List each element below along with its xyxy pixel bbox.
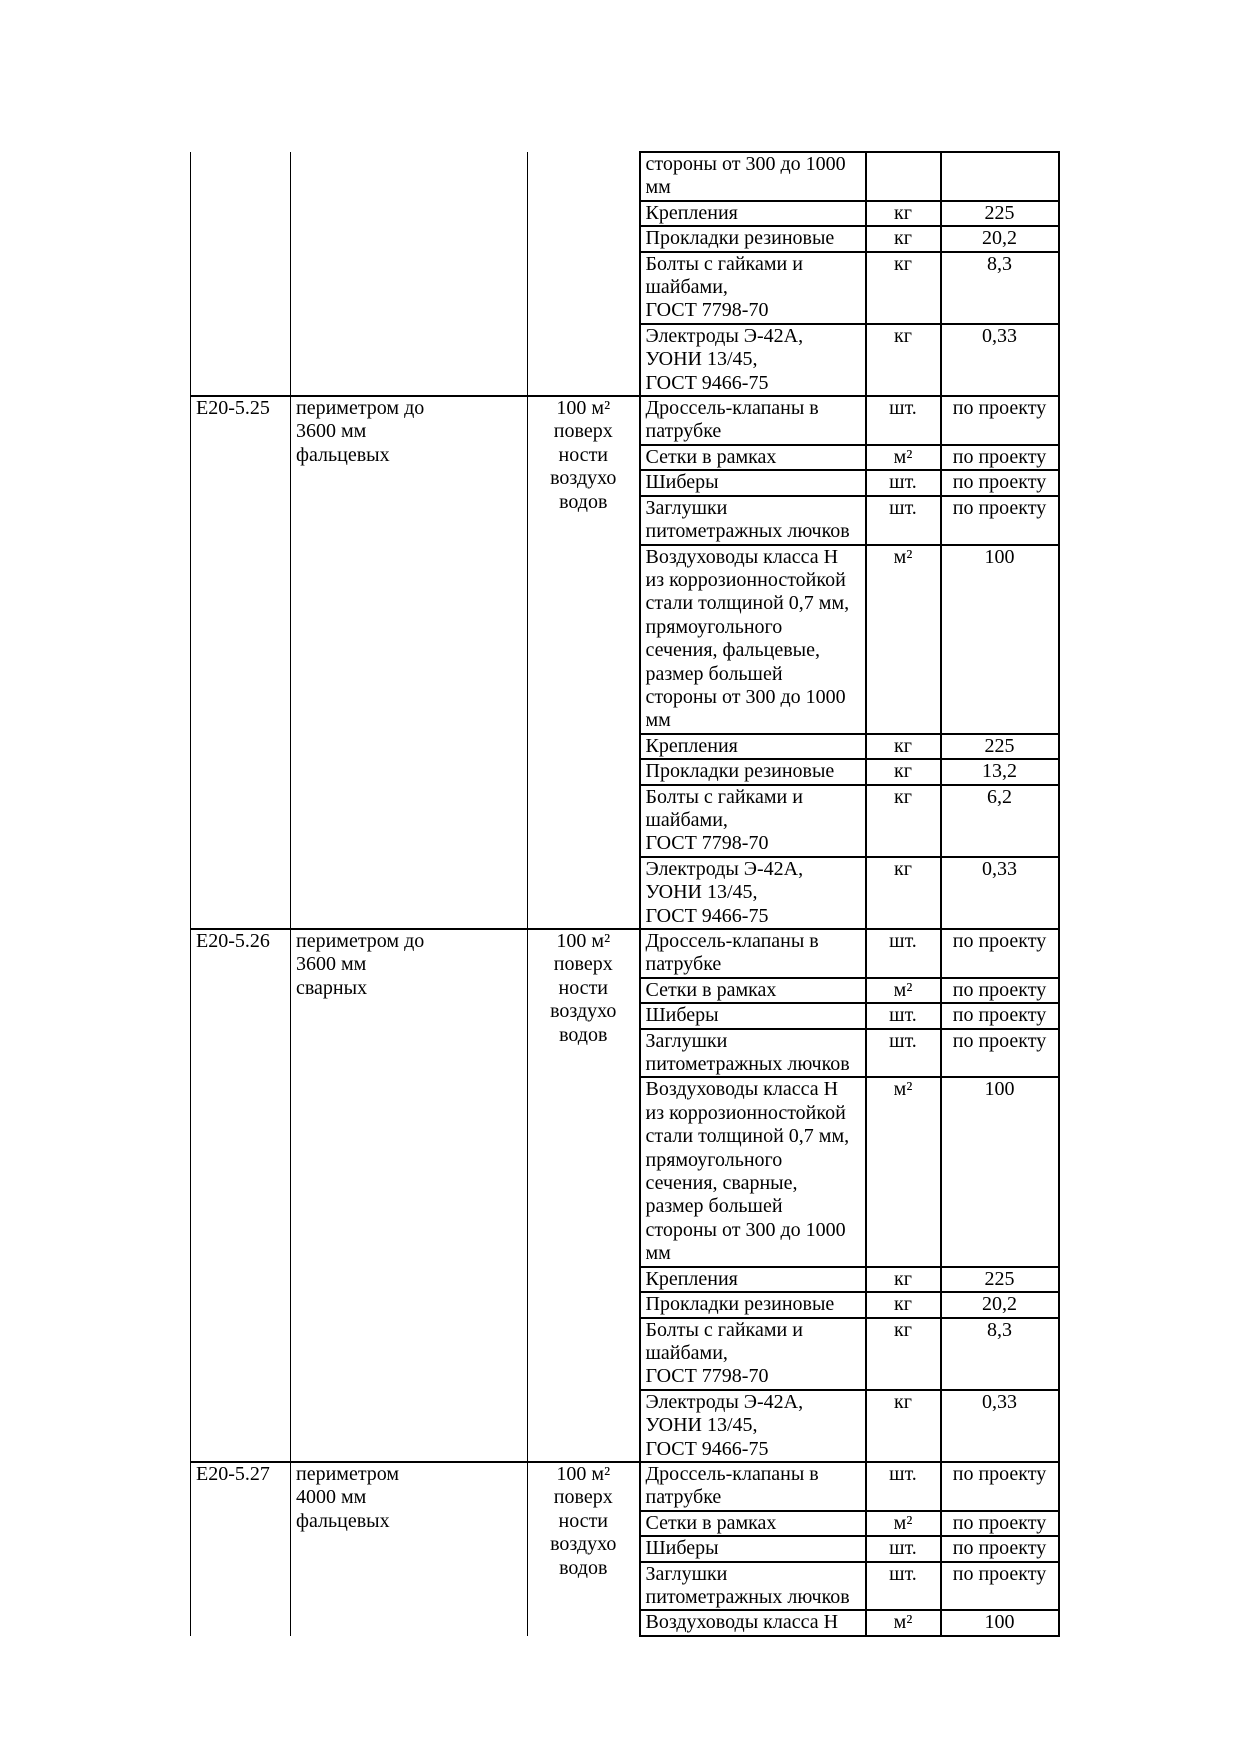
- resource-name-cell: Шиберы: [640, 1536, 866, 1561]
- resource-unit-cell: м²: [866, 445, 941, 470]
- resource-unit-cell: м²: [866, 978, 941, 1003]
- resource-unit-cell: кг: [866, 785, 941, 857]
- norm-code-cell: Е20-5.25: [191, 396, 291, 929]
- resource-quantity-cell: 0,33: [941, 857, 1059, 929]
- resource-quantity-cell: 13,2: [941, 759, 1059, 784]
- norm-unit-cell: 100 м² поверх ности воздухо водов: [528, 1462, 640, 1636]
- resource-name-cell: Крепления: [640, 734, 866, 759]
- table-row: [191, 396, 1059, 445]
- resource-quantity-cell: по проекту: [941, 470, 1059, 495]
- resource-quantity-cell: по проекту: [941, 1029, 1059, 1078]
- resource-quantity-cell: по проекту: [941, 396, 1059, 445]
- resource-quantity-cell: 20,2: [941, 1292, 1059, 1317]
- resource-quantity-cell: 8,3: [941, 252, 1059, 324]
- resource-quantity-cell: по проекту: [941, 1511, 1059, 1536]
- resource-name-cell: Электроды Э-42А, УОНИ 13/45, ГОСТ 9466-75: [640, 857, 866, 929]
- resource-unit-cell: кг: [866, 759, 941, 784]
- resource-unit-cell: кг: [866, 1318, 941, 1390]
- resource-quantity-cell: 100: [941, 1610, 1059, 1635]
- resource-name-cell: Крепления: [640, 201, 866, 226]
- resource-name-cell: Заглушки питометражных лючков: [640, 496, 866, 545]
- resource-name-cell: Болты с гайками и шайбами, ГОСТ 7798-70: [640, 785, 866, 857]
- resource-quantity-cell: по проекту: [941, 978, 1059, 1003]
- norm-description-cell: периметром до 3600 мм сварных: [291, 929, 528, 1462]
- resource-name-cell: Заглушки питометражных лючков: [640, 1562, 866, 1611]
- resource-quantity-cell: 0,33: [941, 324, 1059, 396]
- norm-description-cell: периметром 4000 мм фальцевых: [291, 1462, 528, 1636]
- resource-name-cell: Прокладки резиновые: [640, 1292, 866, 1317]
- resource-unit-cell: шт.: [866, 496, 941, 545]
- resource-unit-cell: шт.: [866, 929, 941, 978]
- table-row: [191, 152, 1059, 201]
- resource-unit-cell: шт.: [866, 1562, 941, 1611]
- resource-unit-cell: шт.: [866, 470, 941, 495]
- resource-name-cell: Электроды Э-42А, УОНИ 13/45, ГОСТ 9466-75: [640, 324, 866, 396]
- resource-quantity-cell: по проекту: [941, 1536, 1059, 1561]
- resource-name-cell: Воздуховоды класса Н из коррозионностойкой стали толщиной 0,7 мм, прямоугольного сечения, фальцевые, размер большей стороны от 300 до 1000 мм: [640, 545, 866, 734]
- norm-unit-cell: 100 м² поверх ности воздухо водов: [528, 396, 640, 929]
- resource-quantity-cell: 20,2: [941, 226, 1059, 251]
- table-row: [191, 929, 1059, 978]
- resource-unit-cell: кг: [866, 734, 941, 759]
- resource-unit-cell: м²: [866, 545, 941, 734]
- resource-quantity-cell: по проекту: [941, 1003, 1059, 1028]
- norm-unit-cell: [528, 152, 640, 396]
- resource-quantity-cell: по проекту: [941, 445, 1059, 470]
- resource-name-cell: Воздуховоды класса Н: [640, 1610, 866, 1635]
- norms-table: [190, 151, 1060, 1637]
- resource-name-cell: Воздуховоды класса Н из коррозионностойкой стали толщиной 0,7 мм, прямоугольного сечения, сварные, размер большей стороны от 300 до 1000 мм: [640, 1077, 866, 1266]
- resource-unit-cell: шт.: [866, 396, 941, 445]
- resource-quantity-cell: по проекту: [941, 496, 1059, 545]
- resource-name-cell: Сетки в рамках: [640, 1511, 866, 1536]
- norm-description-cell: [291, 152, 528, 396]
- resource-name-cell: Болты с гайками и шайбами, ГОСТ 7798-70: [640, 252, 866, 324]
- resource-unit-cell: м²: [866, 1511, 941, 1536]
- resource-name-cell: Крепления: [640, 1267, 866, 1292]
- resource-quantity-cell: [941, 152, 1059, 201]
- resource-quantity-cell: 225: [941, 1267, 1059, 1292]
- resource-unit-cell: кг: [866, 324, 941, 396]
- resource-quantity-cell: 0,33: [941, 1390, 1059, 1462]
- norm-code-cell: [191, 152, 291, 396]
- resource-unit-cell: м²: [866, 1077, 941, 1266]
- resource-unit-cell: кг: [866, 201, 941, 226]
- resource-name-cell: стороны от 300 до 1000 мм: [640, 152, 866, 201]
- resource-quantity-cell: 225: [941, 201, 1059, 226]
- resource-name-cell: Заглушки питометражных лючков: [640, 1029, 866, 1078]
- resource-unit-cell: кг: [866, 1292, 941, 1317]
- resource-quantity-cell: 225: [941, 734, 1059, 759]
- resource-name-cell: Шиберы: [640, 1003, 866, 1028]
- resource-unit-cell: шт.: [866, 1536, 941, 1561]
- resource-unit-cell: шт.: [866, 1462, 941, 1511]
- resource-quantity-cell: 6,2: [941, 785, 1059, 857]
- resource-name-cell: Дроссель-клапаны в патрубке: [640, 929, 866, 978]
- resource-unit-cell: шт.: [866, 1029, 941, 1078]
- norm-code-cell: Е20-5.26: [191, 929, 291, 1462]
- resource-unit-cell: кг: [866, 226, 941, 251]
- resource-unit-cell: кг: [866, 252, 941, 324]
- table-row: [191, 1462, 1059, 1511]
- resource-quantity-cell: по проекту: [941, 1562, 1059, 1611]
- resource-quantity-cell: по проекту: [941, 929, 1059, 978]
- resource-name-cell: Сетки в рамках: [640, 978, 866, 1003]
- resource-unit-cell: шт.: [866, 1003, 941, 1028]
- resource-name-cell: Дроссель-клапаны в патрубке: [640, 396, 866, 445]
- resource-unit-cell: кг: [866, 1390, 941, 1462]
- resource-name-cell: Сетки в рамках: [640, 445, 866, 470]
- resource-quantity-cell: 100: [941, 545, 1059, 734]
- resource-quantity-cell: 8,3: [941, 1318, 1059, 1390]
- resource-quantity-cell: по проекту: [941, 1462, 1059, 1511]
- resource-quantity-cell: 100: [941, 1077, 1059, 1266]
- resource-unit-cell: кг: [866, 857, 941, 929]
- resource-name-cell: Электроды Э-42А, УОНИ 13/45, ГОСТ 9466-75: [640, 1390, 866, 1462]
- resource-name-cell: Шиберы: [640, 470, 866, 495]
- norm-unit-cell: 100 м² поверх ности воздухо водов: [528, 929, 640, 1462]
- norm-code-cell: Е20-5.27: [191, 1462, 291, 1636]
- resource-name-cell: Дроссель-клапаны в патрубке: [640, 1462, 866, 1511]
- resource-name-cell: Прокладки резиновые: [640, 759, 866, 784]
- norm-description-cell: периметром до 3600 мм фальцевых: [291, 396, 528, 929]
- resource-name-cell: Прокладки резиновые: [640, 226, 866, 251]
- resource-unit-cell: м²: [866, 1610, 941, 1635]
- resource-unit-cell: кг: [866, 1267, 941, 1292]
- resource-unit-cell: [866, 152, 941, 201]
- resource-name-cell: Болты с гайками и шайбами, ГОСТ 7798-70: [640, 1318, 866, 1390]
